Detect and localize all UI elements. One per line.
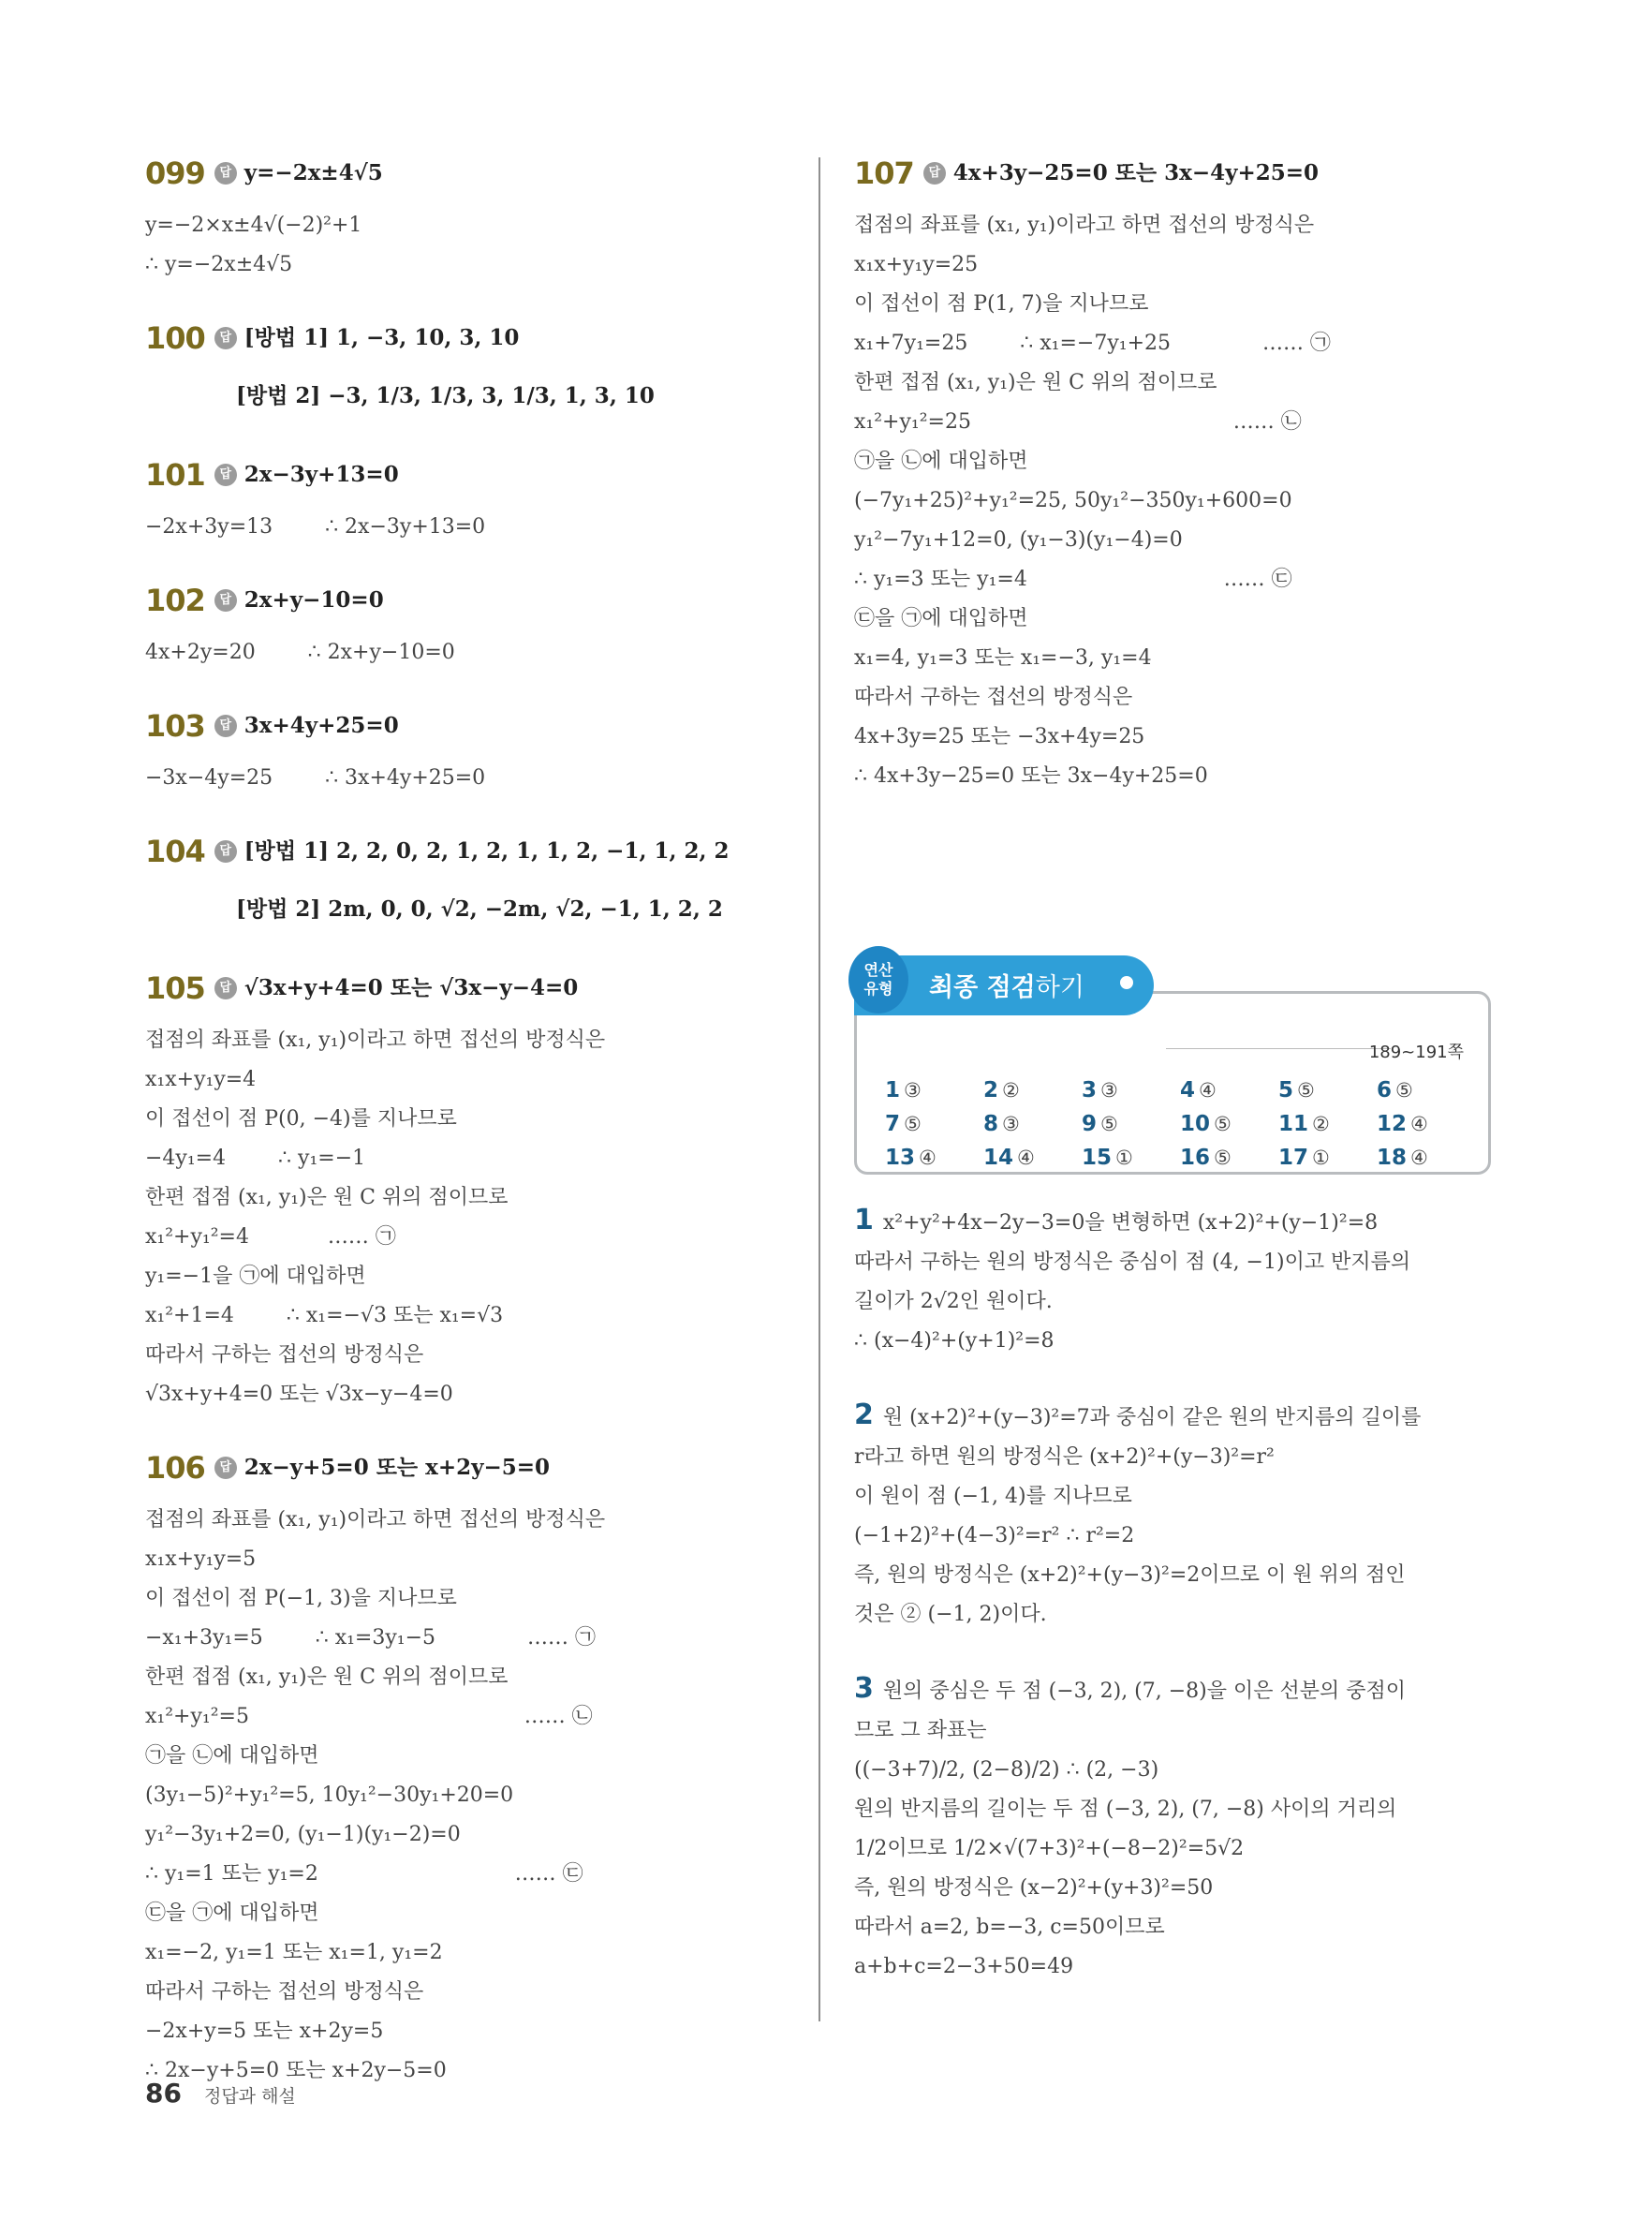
solution-line: 즉, 원의 방정식은 (x−2)²+(y+3)²=50: [854, 1876, 1214, 1900]
answer-number: 15: [1082, 1146, 1113, 1170]
solution-line: ㉢을 ㉠에 대입하면: [145, 1902, 319, 1925]
answer-number: 16: [1180, 1146, 1211, 1170]
solution-line: ((−3+7)/2, (2−8)/2) ∴ (2, −3): [854, 1758, 1159, 1782]
answer-choice: ⑤: [1297, 1079, 1315, 1102]
solution-line: (−7y₁+25)²+y₁²=25, 50y₁²−350y₁+600=0: [854, 489, 1292, 512]
answer-choice: ④: [1410, 1147, 1428, 1169]
problem-number: 102: [145, 583, 205, 618]
solution-line: y=−2×x±4√(−2)²+1: [145, 214, 362, 237]
solution-line: 따라서 구하는 원의 방정식은 중심이 점 (4, −1)이고 반지름의: [854, 1251, 1411, 1274]
solution-first-line: [854, 1201, 1500, 1243]
solution-line: 한편 접점 (x₁, y₁)은 원 C 위의 점이므로: [145, 1186, 509, 1209]
problem-103: [145, 701, 810, 798]
answer-choice: ⑤: [1214, 1147, 1232, 1169]
solution-line: 이 원이 점 (−1, 4)를 지나므로: [854, 1485, 1132, 1508]
solution-line: 따라서 구하는 접선의 방정식은: [145, 1980, 424, 2004]
answer-number: 4: [1180, 1078, 1196, 1103]
solution-line: 길이가 2√2인 원이다.: [854, 1290, 1053, 1313]
answer-number: 11: [1278, 1112, 1309, 1136]
answer-grid: [885, 1078, 1475, 1170]
column-divider: [819, 157, 820, 2021]
solution-2: [854, 1396, 1500, 1635]
answer-cell: [885, 1078, 983, 1103]
answer-cell: [1278, 1112, 1377, 1136]
solution-line: ㉠을 ㉡에 대입하면: [145, 1744, 319, 1768]
answer-choice: ①: [1312, 1147, 1330, 1169]
answer-number: 10: [1180, 1112, 1211, 1136]
solution-text: x²+y²+4x−2y−3=0을 변형하면 (x+2)²+(y−1)²=8: [882, 1211, 1379, 1235]
answer-text: [방법 1] 2, 2, 0, 2, 1, 2, 1, 1, 2, −1, 1, 2, 2: [243, 838, 730, 864]
title-rule: [1166, 1048, 1391, 1049]
solution-line: 4x+3y=25 또는 −3x+4y=25: [854, 725, 1145, 748]
answer-number: 6: [1377, 1078, 1393, 1103]
answer-cell: [1082, 1112, 1180, 1136]
answer-choice: ⑤: [1395, 1079, 1413, 1102]
page-footer: [145, 2078, 296, 2109]
solution-line: 접점의 좌표를 (x₁, y₁)이라고 하면 접선의 방정식은: [145, 1029, 606, 1052]
answer-cell: [1180, 1078, 1278, 1103]
solution-number: 1: [854, 1204, 874, 1236]
answer-choice: ①: [1115, 1147, 1133, 1169]
problem-header: [145, 826, 810, 877]
solution-line: ∴ (x−4)²+(y+1)²=8: [854, 1329, 1055, 1353]
final-check-box: [854, 955, 1500, 1180]
answer-text: 4x+3y−25=0 또는 3x−4y+25=0: [952, 160, 1320, 185]
problem-header: [145, 313, 810, 363]
answer-text: 2x+y−10=0: [243, 587, 384, 613]
answer-number: 2: [983, 1078, 999, 1103]
solution-number: 3: [854, 1672, 874, 1705]
answer-number: 7: [885, 1112, 901, 1136]
answer-choice: ②: [1002, 1079, 1020, 1102]
answer-badge: 답: [214, 1457, 237, 1479]
problem-number: 107: [854, 155, 914, 191]
answer-cell: [983, 1146, 1082, 1170]
solution-line: ∴ y₁=3 또는 y₁=4 …… ㉢: [854, 568, 1292, 591]
solution-line: −3x−4y=25 ∴ 3x+4y+25=0: [145, 766, 486, 790]
solution-line: x₁²+y₁²=5 …… ㉡: [145, 1705, 593, 1728]
answer-cell: [1180, 1146, 1278, 1170]
problem-header: [145, 963, 810, 1014]
solution-line: ∴ y=−2x±4√5: [145, 253, 293, 276]
solution-line: 이 접선이 점 P(1, 7)을 지나므로: [854, 292, 1149, 316]
answer-choice: ⑤: [1100, 1113, 1118, 1135]
answer-number: 1: [885, 1078, 901, 1103]
dot-icon: [1120, 976, 1133, 989]
page-range: 189~191쪽: [1368, 1043, 1464, 1062]
solution-line: 원의 반지름의 길이는 두 점 (−3, 2), (7, −8) 사이의 거리의: [854, 1798, 1397, 1821]
problem-header: [854, 148, 1500, 199]
final-check-panel: [854, 991, 1491, 1175]
problem-107: [854, 148, 1500, 796]
solution-text: 원의 중심은 두 점 (−3, 2), (7, −8)을 이은 선분의 중점이: [882, 1680, 1407, 1703]
title-bold: 최종 점검: [929, 973, 1036, 1002]
problem-099: [145, 148, 810, 285]
problem-104: [145, 826, 810, 935]
answer-cell: [885, 1112, 983, 1136]
answer-cell: [983, 1078, 1082, 1103]
answer-number: 14: [983, 1146, 1014, 1170]
solution-line: x₁²+1=4 ∴ x₁=−√3 또는 x₁=√3: [145, 1304, 504, 1327]
answer-badge: 답: [214, 327, 237, 349]
solution-line: x₁x+y₁y=25: [854, 253, 979, 276]
solution-first-line: [854, 1669, 1500, 1711]
type-bubble: [848, 946, 908, 1014]
solution-line: r라고 하면 원의 방정식은 (x+2)²+(y−3)²=r²: [854, 1445, 1275, 1469]
answer-cell: [1377, 1146, 1475, 1170]
problem-number: 105: [145, 970, 205, 1006]
problem-header: [145, 575, 810, 626]
answer-badge: 답: [923, 162, 946, 185]
solution-line: 따라서 구하는 접선의 방정식은: [854, 686, 1133, 709]
solution-line: (−1+2)²+(4−3)²=r² ∴ r²=2: [854, 1524, 1135, 1547]
answer-text: [방법 1] 1, −3, 10, 3, 10: [243, 325, 520, 350]
answer-text: 2x−3y+13=0: [243, 462, 399, 487]
solution-line: 한편 접점 (x₁, y₁)은 원 C 위의 점이므로: [145, 1665, 509, 1689]
answer-choice: ④: [919, 1147, 937, 1169]
answer-text: [방법 2] −3, 1/3, 1/3, 3, 1/3, 1, 3, 10: [236, 383, 655, 408]
final-check-title: [929, 967, 1084, 1003]
solution-line: x₁x+y₁y=4: [145, 1068, 257, 1091]
answer-choice: ④: [1410, 1113, 1428, 1135]
bubble-bottom: 유형: [863, 980, 893, 998]
solution-line: 따라서 a=2, b=−3, c=50이므로: [854, 1916, 1165, 1939]
solution-line: x₁²+y₁²=4 …… ㉠: [145, 1225, 396, 1249]
problem-number: 103: [145, 708, 205, 744]
problem-header: [145, 1443, 810, 1493]
answer-text: [방법 2] 2m, 0, 0, √2, −2m, √2, −1, 1, 2, 2: [236, 896, 723, 922]
problem-number: 106: [145, 1450, 205, 1486]
answer-number: 3: [1082, 1078, 1098, 1103]
problem-105: [145, 963, 810, 1414]
problem-number: 100: [145, 320, 205, 356]
answer-choice: ③: [1002, 1113, 1020, 1135]
answer-badge: 답: [214, 162, 237, 185]
answer-cell: [1377, 1078, 1475, 1103]
right-column: [854, 148, 1500, 824]
solution-line: 1/2이므로 1/2×√(7+3)²+(−8−2)²=5√2: [854, 1837, 1245, 1860]
answer-number: 12: [1377, 1112, 1408, 1136]
answer-choice: ⑤: [904, 1113, 922, 1135]
problem-number: 104: [145, 834, 205, 869]
solution-line: x₁x+y₁y=5: [145, 1547, 257, 1571]
answer-badge: 답: [214, 589, 237, 612]
answer-choice: ②: [1312, 1113, 1330, 1135]
problem-header: [145, 450, 810, 500]
answer-text: √3x+y+4=0 또는 √3x−y−4=0: [243, 975, 579, 1000]
solution-line: −2x+3y=13 ∴ 2x−3y+13=0: [145, 515, 486, 539]
final-check-tab: [854, 955, 1154, 1015]
solution-line: ㉠을 ㉡에 대입하면: [854, 450, 1028, 473]
solution-line: x₁+7y₁=25 ∴ x₁=−7y₁+25 …… ㉠: [854, 332, 1331, 355]
answer-cell: [885, 1146, 983, 1170]
answer-choice: ③: [1100, 1079, 1118, 1102]
problem-101: [145, 450, 810, 547]
answer-cell: [1278, 1146, 1377, 1170]
solution-line: √3x+y+4=0 또는 √3x−y−4=0: [145, 1383, 453, 1406]
answer-cell: [1278, 1078, 1377, 1103]
answer-choice: ③: [904, 1079, 922, 1102]
solution-line: ㉢을 ㉠에 대입하면: [854, 607, 1028, 630]
solution-line: −x₁+3y₁=5 ∴ x₁=3y₁−5 …… ㉠: [145, 1626, 596, 1650]
answer-number: 18: [1377, 1146, 1408, 1170]
solution-first-line: [854, 1396, 1500, 1438]
solution-line: −2x+y=5 또는 x+2y=5: [145, 2020, 384, 2043]
answer-badge: 답: [214, 464, 237, 486]
answer-choice: ④: [1017, 1147, 1035, 1169]
solution-1: [854, 1201, 1500, 1361]
answer-number: 8: [983, 1112, 999, 1136]
solution-line: 즉, 원의 방정식은 (x+2)²+(y−3)²=2이므로 이 원 위의 점인: [854, 1563, 1406, 1587]
solution-line: 이 접선이 점 P(0, −4)를 지나므로: [145, 1107, 457, 1131]
answer-cell: [1180, 1112, 1278, 1136]
solution-line: −4y₁=4 ∴ y₁=−1: [145, 1147, 366, 1170]
solution-line: y₁=−1을 ㉠에 대입하면: [145, 1265, 366, 1288]
problem-number: 099: [145, 155, 205, 191]
answer-cell: [983, 1112, 1082, 1136]
left-column: [145, 148, 810, 2119]
page-number: 86: [145, 2078, 182, 2109]
solution-line: ∴ 2x−y+5=0 또는 x+2y−5=0: [145, 2059, 447, 2082]
solution-line: a+b+c=2−3+50=49: [854, 1955, 1074, 1978]
answer-cell: [1377, 1112, 1475, 1136]
problem-header: [145, 701, 810, 751]
answer-number: 13: [885, 1146, 916, 1170]
solution-line: 접점의 좌표를 (x₁, y₁)이라고 하면 접선의 방정식은: [145, 1508, 606, 1532]
solution-line: x₁=−2, y₁=1 또는 x₁=1, y₁=2: [145, 1941, 443, 1964]
answer-number: 9: [1082, 1112, 1098, 1136]
problem-100: [145, 313, 810, 422]
answer-badge: 답: [214, 715, 237, 737]
bubble-top: 연산: [863, 961, 893, 979]
solution-line: 므로 그 좌표는: [854, 1719, 987, 1742]
problem-106: [145, 1443, 810, 2091]
problem-header: [145, 148, 810, 199]
solution-line: x₁=4, y₁=3 또는 x₁=−3, y₁=4: [854, 646, 1152, 670]
solution-line: x₁²+y₁²=25 …… ㉡: [854, 410, 1302, 434]
solution-3: [854, 1669, 1500, 1987]
solution-line: 것은 ② (−1, 2)이다.: [854, 1603, 1047, 1626]
solution-line: 접점의 좌표를 (x₁, y₁)이라고 하면 접선의 방정식은: [854, 214, 1315, 237]
solution-line: (3y₁−5)²+y₁²=5, 10y₁²−30y₁+20=0: [145, 1783, 514, 1807]
answer-cell: [1082, 1078, 1180, 1103]
answer-text: 3x+4y+25=0: [243, 713, 399, 738]
answer-number: 5: [1278, 1078, 1294, 1103]
solution-line: y₁²−3y₁+2=0, (y₁−1)(y₁−2)=0: [145, 1823, 461, 1846]
book-section-title: 정답과 해설: [203, 2086, 296, 2107]
answer-choice: ⑤: [1214, 1113, 1232, 1135]
problem-number: 101: [145, 457, 205, 493]
solution-line: y₁²−7y₁+12=0, (y₁−3)(y₁−4)=0: [854, 528, 1183, 552]
solution-text: 원 (x+2)²+(y−3)²=7과 중심이 같은 원의 반지름의 길이를: [882, 1406, 1422, 1429]
solution-line: 4x+2y=20 ∴ 2x+y−10=0: [145, 641, 455, 664]
solution-line: ∴ 4x+3y−25=0 또는 3x−4y+25=0: [854, 764, 1208, 788]
solution-line: ∴ y₁=1 또는 y₁=2 …… ㉢: [145, 1862, 583, 1886]
answer-text: 2x−y+5=0 또는 x+2y−5=0: [243, 1455, 551, 1480]
solution-line: 한편 접점 (x₁, y₁)은 원 C 위의 점이므로: [854, 371, 1217, 394]
answer-badge: 답: [214, 977, 237, 999]
answer-number: 17: [1278, 1146, 1309, 1170]
answer-choice: ④: [1199, 1079, 1217, 1102]
answer-cell: [1082, 1146, 1180, 1170]
solution-line: 이 접선이 점 P(−1, 3)을 지나므로: [145, 1587, 457, 1610]
title-light: 하기: [1035, 973, 1084, 1002]
answer-text: y=−2x±4√5: [243, 160, 383, 185]
solution-line: 따라서 구하는 접선의 방정식은: [145, 1343, 424, 1367]
problem-102: [145, 575, 810, 673]
answer-badge: 답: [214, 840, 237, 863]
solution-number: 2: [854, 1399, 874, 1431]
